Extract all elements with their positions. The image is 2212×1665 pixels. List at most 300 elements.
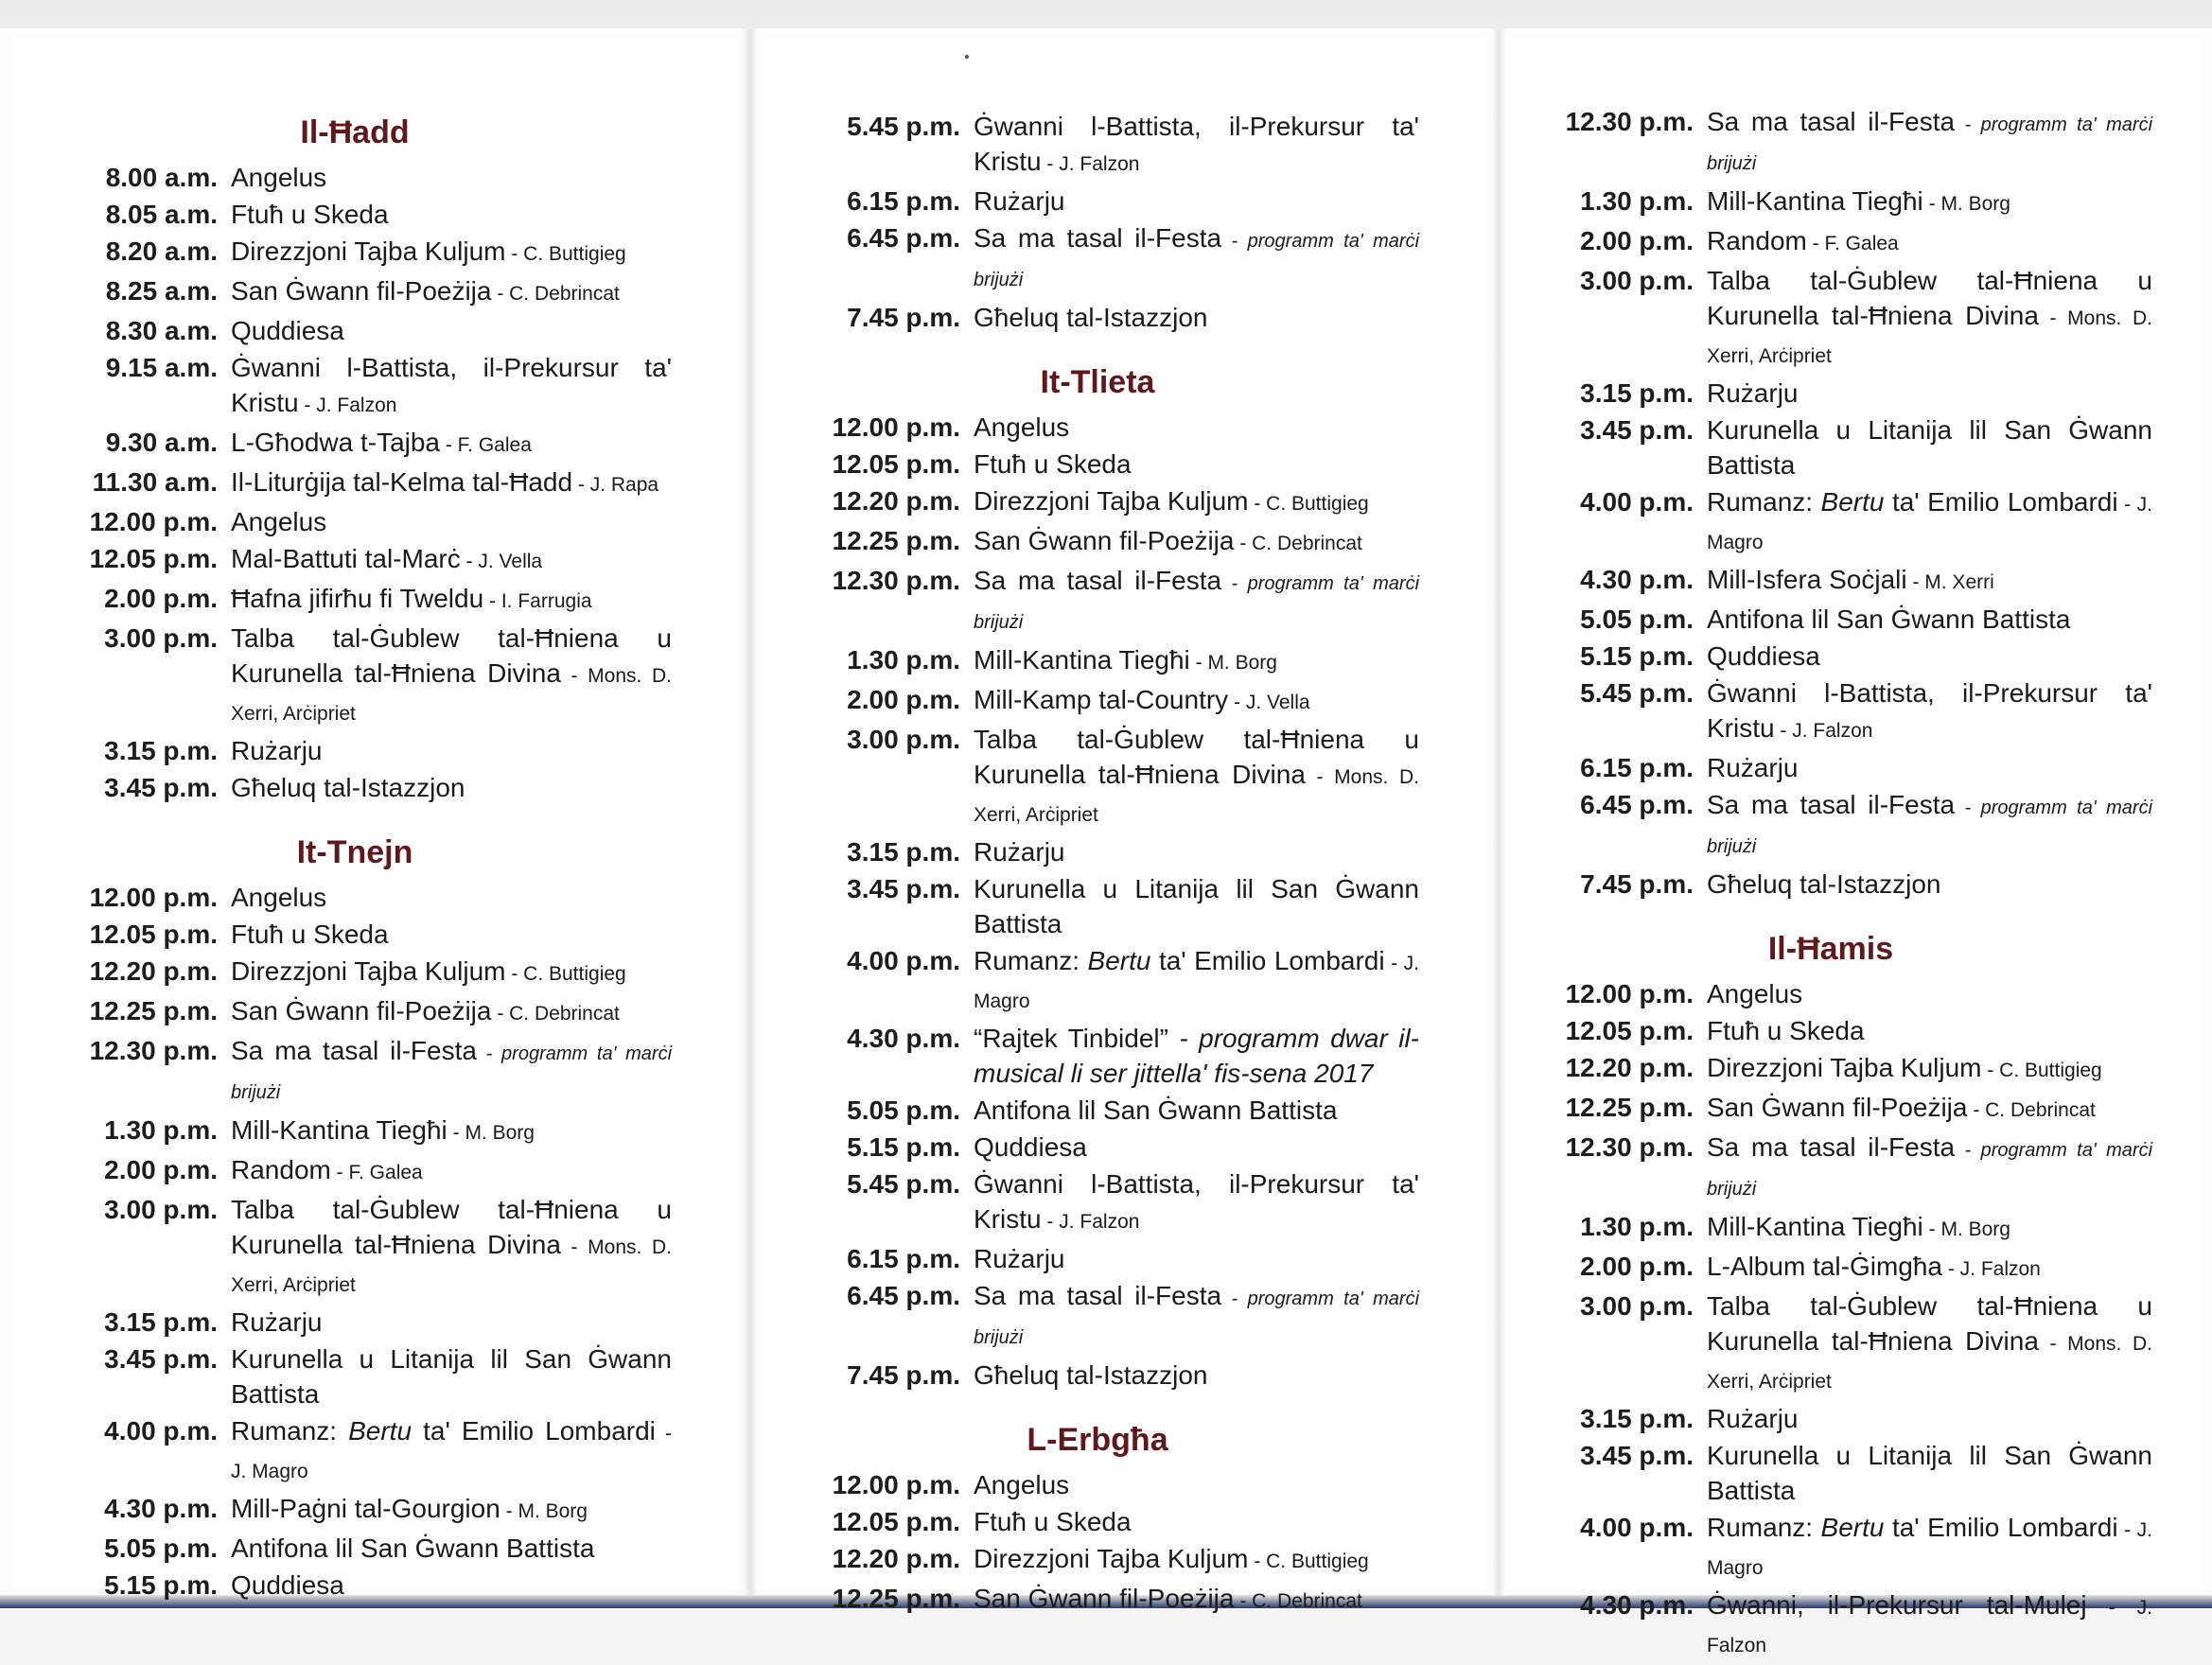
entry-time: 5.15 p.m. — [104, 1569, 218, 1600]
day-title: It-Tnejn — [296, 833, 413, 870]
entry-description — [974, 563, 1419, 640]
entry-description — [1707, 976, 2152, 1011]
schedule-entry — [38, 1305, 672, 1340]
entry-credit: - J. Vella — [460, 550, 543, 572]
entry-description — [1707, 1249, 2152, 1287]
schedule-entry — [776, 871, 1419, 941]
entry-time: 3.45 p.m. — [104, 1343, 218, 1374]
entry-title: Sa ma tasal il-Festa — [974, 565, 1222, 595]
schedule-entry — [1509, 484, 2152, 560]
schedule-entry — [38, 733, 672, 768]
entry-title: Mill-Paġni tal-Gourgion — [231, 1493, 500, 1523]
entry-description — [231, 1113, 672, 1150]
entry-description — [1707, 562, 2152, 600]
entry-title: Direzzjoni Tajba Kuljum — [231, 236, 506, 266]
schedule-entry — [38, 464, 672, 502]
entry-description — [974, 1130, 1419, 1165]
entry-italic-title: Bertu — [1820, 1512, 1885, 1542]
entry-title: Ħafna jifirħu fi Tweldu — [231, 583, 484, 613]
entry-title: Talba tal-Ġublew tal-Ħniena u Kurunella tal-Ħniena Divina — [1707, 1290, 2152, 1356]
entry-time: 4.30 p.m. — [1580, 565, 1694, 594]
entry-credit: - F. Galea — [440, 433, 532, 456]
entry-title: Angelus — [231, 162, 327, 192]
entry-description — [974, 943, 1419, 1019]
entry-title: San Ġwann fil-Poeżija — [231, 995, 492, 1025]
entry-title: Antifona lil San Ġwann Battista — [1707, 605, 2071, 634]
schedule-entry — [1509, 562, 2152, 600]
entry-time: 5.05 p.m. — [104, 1533, 218, 1563]
entry-time: 1.30 p.m. — [1580, 1211, 1694, 1241]
schedule-entry — [1509, 1013, 2152, 1048]
entry-time: 12.25 p.m. — [1565, 1092, 1694, 1122]
entry-time: 3.15 p.m. — [104, 735, 218, 765]
entry-credit: - Mons. D. Xerri, Arċipriet — [974, 765, 1419, 826]
entry-description — [231, 880, 672, 915]
entry-note: - programm ta' marċi brijużi — [974, 1288, 1420, 1348]
entry-title: Angelus — [231, 882, 327, 912]
schedule-column-2 — [776, 109, 1419, 1621]
entry-title: Ftuħ u Skeda — [231, 199, 389, 229]
entry-credit: - M. Borg — [500, 1499, 588, 1522]
entry-description — [974, 1093, 1419, 1128]
schedule-entry — [776, 1581, 1419, 1619]
schedule-entry — [38, 1568, 672, 1603]
entry-title: Ġwanni l-Battista, il-Prekursur ta' Kristu — [974, 1168, 1419, 1234]
entry-description — [1707, 484, 2152, 560]
entry-time: 4.30 p.m. — [1580, 1589, 1694, 1620]
entry-time: 12.00 p.m. — [832, 412, 960, 442]
entry-title: Mill-Isfera Soċjali — [1707, 565, 1907, 594]
entry-time: 12.00 p.m. — [89, 506, 218, 536]
entry-description — [974, 184, 1419, 219]
entry-time: 3.00 p.m. — [104, 622, 218, 653]
entry-credit: - F. Galea — [1806, 233, 1899, 254]
schedule-entry — [38, 313, 672, 348]
schedule-entry — [1509, 1209, 2152, 1247]
entry-time: 1.30 p.m. — [847, 644, 960, 675]
entry-credit: - C. Debrincat — [1234, 1589, 1362, 1612]
entry-time: 1.30 p.m. — [1580, 186, 1694, 216]
entry-credit: - J. Falzon — [1041, 1210, 1140, 1233]
entry-description — [974, 871, 1419, 941]
entry-description — [1707, 104, 2152, 182]
entry-title: Ġwanni l-Battista, il-Prekursur ta' Kristu — [974, 112, 1419, 176]
entry-italic-title: Bertu — [1820, 487, 1885, 517]
entry-time: 8.20 a.m. — [105, 236, 218, 266]
entry-title: Sa ma tasal il-Festa — [1707, 1131, 1956, 1162]
entry-description — [231, 770, 672, 805]
schedule-entry — [1509, 675, 2152, 748]
entry-time: 12.30 p.m. — [1565, 1131, 1694, 1162]
entry-time: 7.45 p.m. — [847, 1359, 960, 1390]
entry-description — [231, 1033, 672, 1111]
schedule-entry — [776, 184, 1419, 219]
entry-credit: - C. Debrincat — [491, 282, 620, 305]
entry-credit: - J. Magro — [974, 952, 1420, 1012]
entry-description — [1707, 750, 2152, 785]
fold-line-left — [743, 28, 758, 1595]
entry-credit: - J. Falzon — [298, 394, 397, 416]
entry-time: 3.15 p.m. — [104, 1306, 218, 1337]
entry-description — [231, 464, 672, 502]
entry-description — [1707, 1438, 2152, 1508]
schedule-entry — [1509, 1510, 2152, 1586]
schedule-column-1 — [38, 114, 672, 1604]
entry-description — [974, 1358, 1419, 1393]
entry-title: Antifona lil San Ġwann Battista — [231, 1533, 595, 1563]
entry-time: 11.30 a.m. — [92, 466, 218, 497]
entry-time: 2.00 p.m. — [1580, 1251, 1694, 1281]
entry-title: Kurunella u Litanija lil San Ġwann Battista — [1707, 1440, 2152, 1505]
schedule-entry — [38, 1491, 672, 1529]
schedule-entry — [38, 621, 672, 731]
schedule-entry — [1509, 412, 2152, 482]
entry-credit: - J. Rapa — [572, 473, 659, 496]
entry-title: Rużarju — [231, 735, 323, 765]
schedule-entry — [776, 1358, 1419, 1393]
schedule-entry — [38, 350, 672, 423]
entry-credit: - M. Borg — [1189, 651, 1277, 674]
entry-time: 12.20 p.m. — [832, 485, 960, 516]
entry-title: Ftuħ u Skeda — [231, 919, 389, 949]
entry-time: 3.00 p.m. — [847, 724, 960, 754]
entry-credit: - J. Magro — [1707, 494, 2153, 553]
schedule-entry — [776, 1130, 1419, 1165]
schedule-entry — [776, 1541, 1419, 1579]
entry-time: 12.20 p.m. — [832, 1543, 960, 1573]
entry-title: Kurunella u Litanija lil San Ġwann Battista — [974, 873, 1419, 938]
entry-title: Sa ma tasal il-Festa — [1707, 107, 1956, 136]
entry-credit: - J. Falzon — [1941, 1257, 2041, 1280]
entry-time: 4.00 p.m. — [1580, 487, 1694, 517]
entry-title: Mill-Kamp tal-Country — [974, 684, 1229, 714]
entry-credit: - C. Buttigieg — [505, 962, 626, 985]
schedule-entry — [776, 563, 1419, 640]
schedule-entry — [38, 1413, 672, 1489]
schedule-entry — [776, 642, 1419, 680]
day-section — [1509, 930, 2152, 1663]
entry-time: 12.25 p.m. — [832, 525, 960, 555]
schedule-entry — [1509, 1050, 2152, 1088]
entry-title: Angelus — [1707, 978, 1803, 1008]
schedule-entry — [776, 220, 1419, 298]
entry-time: 8.05 a.m. — [105, 199, 218, 229]
scan-edge-top — [0, 0, 2212, 28]
entry-title: Ftuħ u Skeda — [974, 448, 1132, 479]
entry-title: Il-Liturġija tal-Kelma tal-Ħadd — [231, 466, 573, 497]
entry-credit: - I. Farrugia — [483, 589, 592, 612]
entry-description — [974, 447, 1419, 482]
entry-title: Ġwanni l-Battista, il-Prekursur ta' Kristu — [1707, 678, 2152, 743]
entry-time: 12.05 p.m. — [89, 543, 218, 573]
entry-credit: - J. Vella — [1228, 691, 1310, 713]
entry-description — [974, 1541, 1419, 1579]
schedule-entry — [38, 425, 672, 463]
entry-note: - programm ta' marċi brijużi — [1707, 797, 2153, 857]
entry-description — [974, 1278, 1419, 1356]
schedule-entry — [776, 300, 1419, 335]
schedule-entry — [38, 1341, 672, 1411]
schedule-entry — [776, 410, 1419, 445]
entry-title: Mill-Kantina Tiegħi — [974, 644, 1190, 675]
entry-note: - programm ta' marċi brijużi — [974, 231, 1420, 290]
schedule-entry — [38, 917, 672, 952]
entry-credit: - F. Galea — [330, 1161, 423, 1183]
entry-note: - programm ta' marċi brijużi — [974, 572, 1420, 633]
entry-time: 12.05 p.m. — [1565, 1015, 1694, 1045]
entry-description — [1707, 1288, 2152, 1399]
entry-time: 6.15 p.m. — [1580, 753, 1694, 782]
entry-prefix: Rumanz: — [231, 1415, 349, 1446]
entry-description — [231, 954, 672, 991]
entry-description — [1707, 412, 2152, 482]
entry-description — [231, 1341, 672, 1411]
entry-time: 12.05 p.m. — [832, 448, 960, 479]
entry-credit: - M. Xerri — [1906, 571, 1994, 593]
entry-time: 2.00 p.m. — [104, 1154, 218, 1184]
entry-title: Rużarju — [974, 186, 1065, 216]
entry-time: 2.00 p.m. — [104, 583, 218, 613]
entry-description — [1707, 675, 2152, 748]
entry-time: 1.30 p.m. — [104, 1114, 218, 1145]
entry-description — [974, 410, 1419, 445]
entry-credit: - M. Borg — [447, 1121, 535, 1144]
entry-title: Talba tal-Ġublew tal-Ħniena u Kurunella tal-Ħniena Divina — [231, 1194, 672, 1259]
schedule-entry — [1509, 1438, 2152, 1508]
entry-credit: - Mons. D. Xerri, Arċipriet — [231, 1236, 672, 1296]
schedule-entry — [38, 581, 672, 619]
entry-credit: - C. Debrincat — [491, 1002, 620, 1025]
entry-title: Rużarju — [1707, 753, 1799, 782]
schedule-entry — [776, 1467, 1419, 1502]
day-title: It-Tlieta — [1040, 364, 1155, 400]
entry-time: 12.25 p.m. — [832, 1583, 960, 1613]
entry-description — [231, 1305, 672, 1340]
entry-title: Direzzjoni Tajba Kuljum — [1707, 1052, 1982, 1082]
entry-time: 6.45 p.m. — [847, 223, 960, 253]
schedule-entry — [776, 1504, 1419, 1539]
entry-time: 4.30 p.m. — [847, 1023, 960, 1053]
entry-time: 4.00 p.m. — [104, 1415, 218, 1446]
entry-title: Random — [231, 1154, 331, 1184]
schedule-column-3 — [1509, 104, 2152, 1665]
entry-credit: - J. Falzon — [1041, 153, 1140, 175]
entry-title: L-Album tal-Ġimgħa — [1707, 1251, 1942, 1281]
entry-description — [231, 504, 672, 539]
schedule-entry — [776, 1093, 1419, 1128]
entry-title: Sa ma tasal il-Festa — [231, 1035, 477, 1065]
entry-time: 3.15 p.m. — [847, 836, 960, 867]
scan-speck — [965, 55, 969, 59]
entry-time: 12.00 p.m. — [89, 882, 218, 912]
entry-title: Angelus — [974, 1469, 1070, 1499]
entry-title: Quddiesa — [1707, 641, 1820, 671]
entry-credit: - M. Borg — [1922, 1218, 2010, 1240]
schedule-entry — [38, 954, 672, 991]
entry-title: Sa ma tasal il-Festa — [1707, 790, 1956, 819]
schedule-entry — [38, 1531, 672, 1566]
entry-prefix: Rumanz: — [1707, 1512, 1821, 1542]
entry-description — [231, 1413, 672, 1489]
entry-title: Mill-Kantina Tiegħi — [231, 1114, 448, 1145]
entry-description — [974, 722, 1419, 832]
entry-description — [1707, 639, 2152, 674]
entry-description — [231, 1568, 672, 1603]
entry-credit: - J. Falzon — [1707, 1596, 2152, 1656]
entry-title: Għeluq tal-Istazzjon — [974, 303, 1208, 332]
schedule-entry — [1509, 184, 2152, 221]
entry-description — [231, 1491, 672, 1529]
entry-time: 5.15 p.m. — [847, 1131, 960, 1162]
entry-title: Quddiesa — [231, 1569, 344, 1600]
schedule-entry — [1509, 602, 2152, 637]
schedule-entry — [1509, 376, 2152, 411]
entry-note: - programm ta' marċi brijużi — [1707, 114, 2153, 174]
entry-title: Rużarju — [1707, 378, 1799, 408]
entry-title: Talba tal-Ġublew tal-Ħniena u Kurunella tal-Ħniena Divina — [974, 724, 1419, 789]
entry-title: Direzzjoni Tajba Kuljum — [231, 955, 506, 986]
entry-credit: - M. Borg — [1922, 193, 2010, 215]
schedule-entry — [38, 504, 672, 539]
entry-credit: - C. Buttigieg — [1981, 1059, 2102, 1081]
entry-time: 3.00 p.m. — [1580, 1290, 1694, 1321]
entry-title: Kurunella u Litanija lil San Ġwann Battista — [1707, 415, 2152, 480]
schedule-entry — [1509, 976, 2152, 1011]
entry-description — [1707, 1401, 2152, 1436]
entry-credit: - Mons. D. Xerri, Arċipriet — [231, 664, 672, 725]
entry-credit: - C. Buttigieg — [1248, 492, 1369, 515]
entry-description — [974, 1241, 1419, 1276]
schedule-entry — [1509, 223, 2152, 261]
entry-title: Sa ma tasal il-Festa — [974, 1280, 1222, 1310]
entry-title: Angelus — [231, 506, 327, 536]
entry-title: Rużarju — [974, 836, 1065, 867]
entry-time: 12.30 p.m. — [832, 565, 960, 595]
entry-credit: - Mons. D. Xerri, Arċipriet — [1707, 1332, 2152, 1393]
entry-description — [1707, 184, 2152, 221]
entry-description — [231, 425, 672, 463]
entry-description — [974, 483, 1419, 521]
entry-description — [974, 220, 1419, 298]
entry-time: 3.45 p.m. — [847, 873, 960, 903]
entry-title: Direzzjoni Tajba Kuljum — [974, 1543, 1249, 1573]
day-section — [38, 114, 672, 805]
schedule-entry — [776, 447, 1419, 482]
entry-title: Antifona lil San Ġwann Battista — [974, 1095, 1338, 1125]
entry-time: 4.00 p.m. — [1580, 1512, 1694, 1542]
schedule-entry — [38, 1113, 672, 1150]
entry-time: 12.25 p.m. — [89, 995, 218, 1025]
entry-description — [974, 682, 1419, 720]
entry-title: Kurunella u Litanija lil San Ġwann Battista — [231, 1343, 672, 1409]
schedule-entry — [1509, 867, 2152, 902]
schedule-entry — [38, 234, 672, 272]
entry-description — [1707, 1013, 2152, 1048]
entry-title: ta' Emilio Lombardi — [1150, 945, 1385, 975]
entry-title: Għeluq tal-Istazzjon — [974, 1359, 1208, 1390]
entry-title: San Ġwann fil-Poeżija — [974, 1583, 1235, 1613]
entry-description — [1707, 376, 2152, 411]
schedule-entry — [1509, 750, 2152, 785]
entry-description — [231, 1152, 672, 1190]
entry-title: Ġwanni l-Battista, il-Prekursur ta' Kristu — [231, 352, 672, 417]
entry-title: Angelus — [974, 412, 1070, 442]
entry-time: 3.45 p.m. — [104, 772, 218, 802]
schedule-entry — [776, 722, 1419, 832]
entry-title: “Rajtek Tinbidel” — [974, 1023, 1168, 1053]
schedule-entry — [776, 682, 1419, 720]
entry-title: Direzzjoni Tajba Kuljum — [974, 485, 1249, 516]
schedule-entry — [776, 109, 1419, 182]
entry-credit: - C. Debrincat — [1967, 1098, 2096, 1121]
entry-description — [1707, 1209, 2152, 1247]
entry-credit: - J. Falzon — [1774, 720, 1873, 742]
entry-title: ta' Emilio Lombardi — [412, 1415, 656, 1446]
day-section — [776, 1421, 1419, 1619]
entry-time: 5.45 p.m. — [847, 112, 960, 141]
entry-description — [1707, 1090, 2152, 1128]
entry-title: Rużarju — [974, 1243, 1065, 1273]
entry-description — [1707, 787, 2152, 865]
entry-title: Sa ma tasal il-Festa — [974, 223, 1222, 253]
entry-description — [1707, 1510, 2152, 1586]
entry-title: Mill-Kantina Tiegħi — [1707, 186, 1923, 216]
entry-description — [974, 523, 1419, 561]
entry-title: Talba tal-Ġublew tal-Ħniena u Kurunella tal-Ħniena Divina — [1707, 266, 2152, 330]
entry-italic-note: - programm dwar il-musical li ser jittella' fis-sena 2017 — [974, 1023, 1419, 1088]
entry-description — [231, 197, 672, 232]
schedule-entry — [776, 1241, 1419, 1276]
entry-time: 5.05 p.m. — [847, 1095, 960, 1125]
entry-italic-title: Bertu — [1087, 945, 1151, 975]
entry-title: Ftuħ u Skeda — [974, 1506, 1132, 1536]
entry-description — [974, 1504, 1419, 1539]
day-section — [38, 833, 672, 1603]
schedule-entry — [776, 1278, 1419, 1356]
entry-title: San Ġwann fil-Poeżija — [231, 275, 492, 306]
entry-time: 9.15 a.m. — [105, 352, 218, 382]
entry-credit: - Mons. D. Xerri, Arċipriet — [1707, 307, 2152, 367]
entry-credit: - C. Buttigieg — [1248, 1550, 1369, 1572]
entry-time: 8.00 a.m. — [105, 162, 218, 192]
schedule-entry — [776, 834, 1419, 869]
schedule-entry — [38, 1152, 672, 1190]
schedule-entry — [1509, 1587, 2152, 1663]
entry-time: 12.05 p.m. — [832, 1506, 960, 1536]
schedule-entry — [776, 1166, 1419, 1239]
entry-title: Talba tal-Ġublew tal-Ħniena u Kurunella tal-Ħniena Divina — [231, 622, 672, 688]
entry-description — [231, 350, 672, 423]
entry-title: Random — [1707, 226, 1807, 255]
entry-title: Quddiesa — [974, 1131, 1087, 1162]
entry-time: 4.00 p.m. — [847, 945, 960, 975]
entry-description — [1707, 223, 2152, 261]
entry-time: 4.30 p.m. — [104, 1493, 218, 1523]
entry-title: Rużarju — [1707, 1403, 1799, 1433]
entry-time: 6.15 p.m. — [847, 1243, 960, 1273]
entry-prefix: Rumanz: — [974, 945, 1088, 975]
entry-description — [1707, 602, 2152, 637]
entry-time: 7.45 p.m. — [1580, 869, 1694, 899]
schedule-entry — [776, 523, 1419, 561]
entry-time: 12.30 p.m. — [1565, 107, 1694, 136]
entry-description — [974, 300, 1419, 335]
entry-title: Ftuħ u Skeda — [1707, 1015, 1865, 1045]
schedule-entry — [38, 273, 672, 311]
day-title: Il-Ħamis — [1767, 931, 1894, 967]
entry-title: ta' Emilio Lombardi — [1884, 487, 2118, 517]
day-section — [776, 109, 1419, 335]
